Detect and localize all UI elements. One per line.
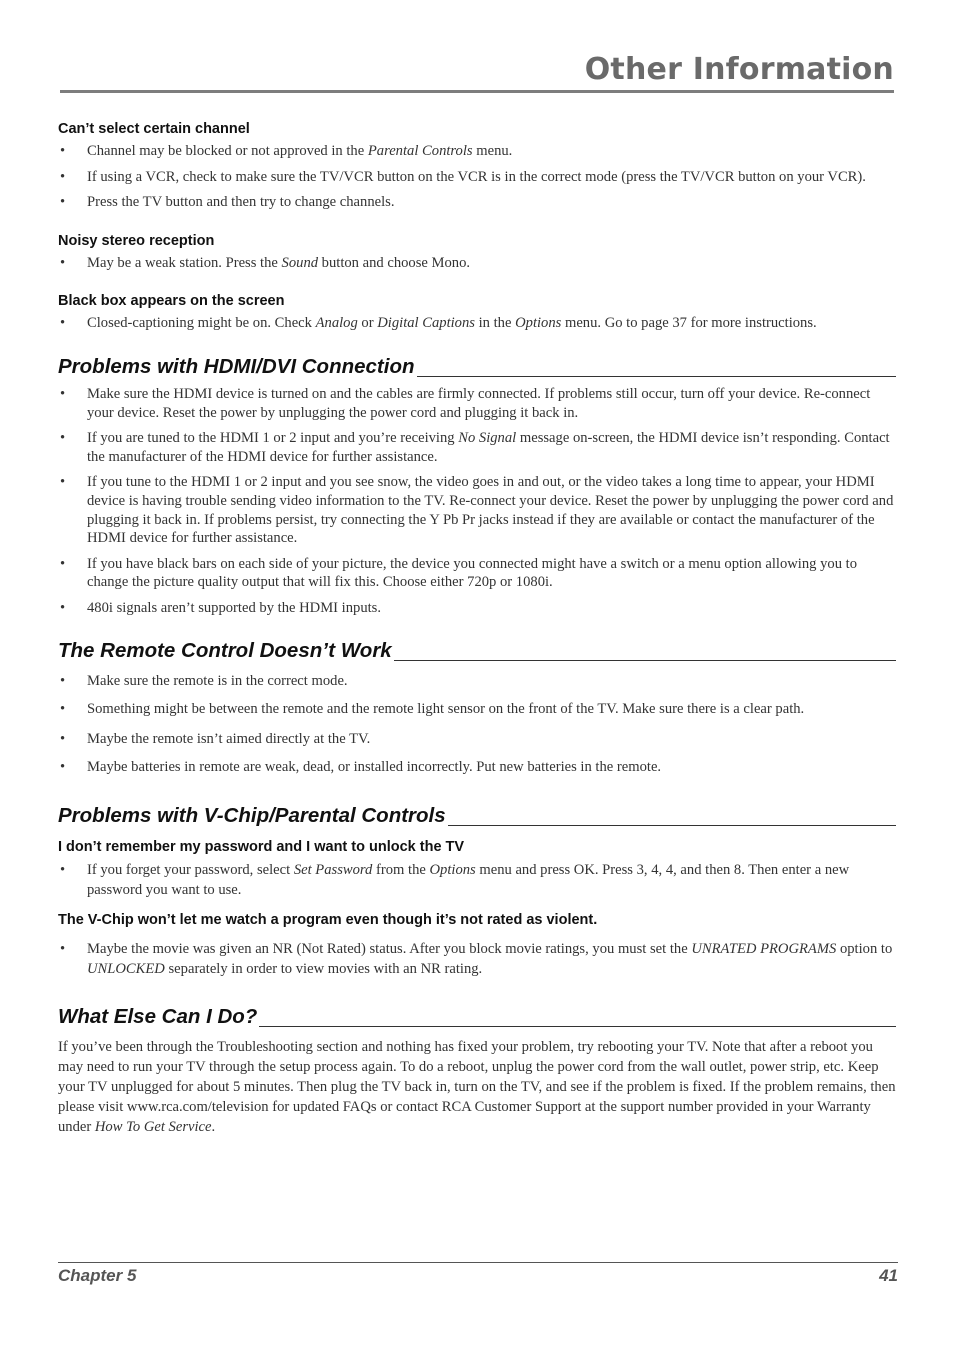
section-heading-what-else bbox=[58, 1006, 896, 1028]
section-title: Problems with HDMI/DVI Connection bbox=[58, 354, 415, 378]
subheading-cant-select-channel: Can’t select certain channel bbox=[58, 121, 250, 137]
what-else-paragraph: If you’ve been through the Troubleshooting section and nothing has fixed your problem, try rebooting your TV. Note that after a reboot you may need to run your TV through the setup process again. To do a reboot, unplug the power cord from the wall outlet, power strip, etc. Keep your TV unplugged for about 5 minutes. Then plug the TV back in, turn on the TV, and see if the problem is fixed. If the problem remains, then please visit www.rca.com/television for updated FAQs or contact RCA Customer Support at the support number provided in your Warranty under How To Get Service. bbox=[58, 1038, 896, 1135]
footer-rule bbox=[58, 1262, 898, 1263]
list-item: • Maybe the movie was given an NR (Not Rated) status. After you block movie ratings, you must set the UNRATED PROGRAMS option to UNLOCKED separately in order to view movies with an NR rating. bbox=[58, 939, 896, 979]
list-item: • Make sure the remote is in the correct mode. bbox=[58, 672, 896, 691]
list-item: • Something might be between the remote and the remote light sensor on the front of the TV. Make sure there is a clear path. bbox=[58, 700, 896, 720]
list-item: • Make sure the HDMI device is turned on and the cables are firmly connected. If problems still occur, turn off your device. Re-connect your device. Reset the power by unplugging the power cord and plugging it back in. bbox=[58, 385, 896, 422]
subheading-noisy-stereo: Noisy stereo reception bbox=[58, 232, 215, 249]
bullet-list bbox=[58, 142, 896, 212]
title-rule bbox=[60, 90, 894, 93]
footer-chapter: Chapter 5 bbox=[58, 1266, 137, 1285]
heading-rule bbox=[394, 660, 896, 661]
list-item: • If you tune to the HDMI 1 or 2 input and you see snow, the video goes in and out, or the video takes a long time to appear, your HDMI device is having trouble sending video information to the TV. Re-connect your device. Reset the power by unplugging the power cord and plugging it back in. If problems persist, try connecting the Y Pb Pr jacks instead if they are available or contact the manufacturer of the HDMI device for further assistance. bbox=[58, 473, 896, 547]
section-title: Problems with V-Chip/Parental Controls bbox=[58, 803, 446, 827]
page-title: Other Information bbox=[584, 52, 894, 87]
bullet-list bbox=[58, 314, 896, 333]
bullet-list bbox=[58, 939, 896, 979]
section-title: The Remote Control Doesn’t Work bbox=[58, 638, 392, 662]
subheading-black-box: Black box appears on the screen bbox=[58, 293, 285, 310]
bullet-list bbox=[58, 385, 896, 618]
subheading-vchip-not-violent: The V-Chip won’t let me watch a program even though it’s not rated as violent. bbox=[58, 911, 598, 928]
list-item: • Maybe batteries in remote are weak, dead, or installed incorrectly. Put new batteries in the remote. bbox=[58, 758, 896, 777]
list-item: • May be a weak station. Press the Sound button and choose Mono. bbox=[58, 254, 896, 273]
heading-rule bbox=[417, 376, 897, 377]
page-content bbox=[58, 120, 896, 1137]
list-item: • If you forget your password, select Set Password from the Options menu and press OK. Press 3, 4, 4, and then 8. Then enter a new password you want to use. bbox=[58, 860, 896, 900]
list-item: • Channel may be blocked or not approved in the Parental Controls menu. bbox=[58, 142, 896, 161]
subheading-forgot-password: I don’t remember my password and I want to unlock the TV bbox=[58, 838, 465, 855]
section-heading-remote bbox=[58, 640, 896, 662]
section-heading-hdmi bbox=[58, 356, 896, 378]
list-item: • If you are tuned to the HDMI 1 or 2 input and you’re receiving No Signal message on-screen, the HDMI device isn’t responding. Contact the manufacturer of the HDMI device for further assistance. bbox=[58, 429, 896, 466]
list-item: • If using a VCR, check to make sure the TV/VCR button on the VCR is in the correct mode (press the TV/VCR button on your VCR). bbox=[58, 168, 896, 187]
bullet-list bbox=[58, 860, 896, 900]
page-number: 41 bbox=[879, 1266, 898, 1285]
list-item: • Maybe the remote isn’t aimed directly at the TV. bbox=[58, 730, 896, 749]
bullet-list bbox=[58, 672, 896, 777]
section-title: What Else Can I Do? bbox=[58, 1004, 258, 1028]
section-heading-vchip bbox=[58, 805, 896, 827]
list-item: • If you have black bars on each side of your picture, the device you connected might have a switch or a menu option allowing you to change the picture quality output that will fix this. Choose either 720p or 1080i. bbox=[58, 555, 896, 592]
heading-rule bbox=[259, 1026, 896, 1027]
list-item: • Press the TV button and then try to change channels. bbox=[58, 193, 896, 212]
heading-rule bbox=[448, 825, 896, 826]
list-item: • Closed-captioning might be on. Check Analog or Digital Captions in the Options menu. Go to page 37 for more instructions. bbox=[58, 314, 896, 333]
list-item: • 480i signals aren’t supported by the HDMI inputs. bbox=[58, 599, 896, 618]
bullet-list bbox=[58, 254, 896, 273]
